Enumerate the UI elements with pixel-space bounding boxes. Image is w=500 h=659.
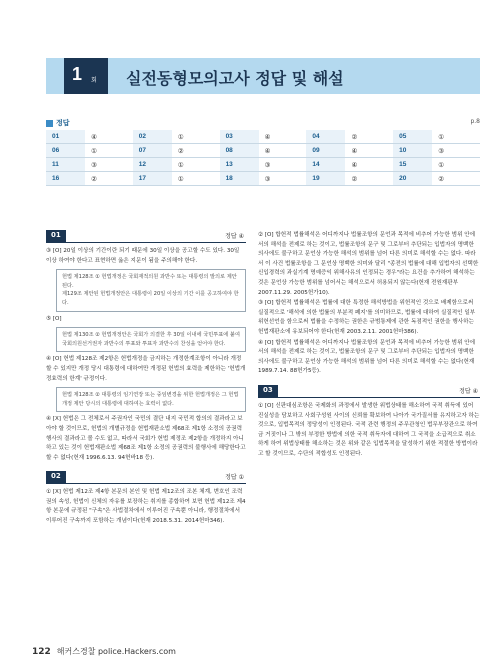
page-header (46, 58, 480, 94)
answer-question-number: 15 (393, 158, 432, 172)
explanation-text: ② [O] 합헌적 법률해석은 어디까지나 법률조항의 문언과 목적에 비추어 가능한 범위 안에서의 해석을 전제로 하는 것이고, 법률조항의 문구 및 그로부터 추단되는 입법자의 명백한 의사에도 불구하고 문언상 가능한 해석의 범위를 넘어 다른 의미로 해석할 수는 없다. 따라서 이 사건 법률조항을 그 문언상 명백한 의미와 달리 "종전의 법률에 대해 입법자의 선택한 신입경력의 과실기계 명예증익 위해사유의 인정되는 경우"라는 요건을 추가하여 해석하는 것은 문언상 가능한 범위를 넘어서는 해석으로서 허용되지 않는다(헌재 전원재판부 2007.11.29. 2005헌가10). (258, 232, 479, 296)
answer-choice: ① (432, 158, 480, 172)
question-answer: 정답 ① (225, 474, 244, 482)
round-number-box (64, 58, 108, 94)
right-column (258, 230, 480, 460)
statute-line: 헌법 제128조 ① 헌법개정은 국회재적의원 과반수 또는 대통령의 발의로 제안된다. (62, 274, 237, 289)
answer-choice: ③ (259, 172, 307, 186)
footer-site: 해커스경찰 police.Hackers.com (56, 647, 176, 656)
explanation-text: ③ [O] 20일 이상의 기간이란 되기 때문에 30일 이상을 공고할 수도 있다. 30일 이상 하여야 한다고 표현하면 옳은 지문이 됨을 주의해야 한다. (46, 248, 240, 264)
statute-box (56, 387, 246, 412)
statute-box (56, 327, 246, 352)
answer-choice: ② (345, 130, 393, 144)
round-number: 1 (72, 64, 83, 84)
answer-question-number: 09 (306, 144, 345, 158)
answer-question-number: 18 (220, 172, 259, 186)
answer-choice: ④ (345, 158, 393, 172)
answer-choice: ① (172, 172, 220, 186)
answer-question-number: 11 (46, 158, 85, 172)
question-header-02 (46, 471, 246, 484)
statute-line: 헌법 제128조 ② 대통령의 임기연장 또는 중임변경을 위한 헌법개정은 그 헌법개정 제안 당시의 대통령에 대하여는 효력이 없다. (62, 392, 239, 407)
explanation-text: ④ [O] 합헌적 법률해석은 어디까지나 법률조항의 문언과 목적에 비추어 가능한 범위 안에서의 해석을 전제로 하는 것이고, 법률조항의 문구 및 그로부터 추단되는 입법자의 명백한 의사에도 불구하고 문언상 가능한 해석의 범위를 넘어 다른 의미로 해석할 수는 없다(헌재 1989.7.14. 88헌가5등). (258, 339, 476, 375)
statute-box (56, 269, 246, 311)
answer-question-number: 02 (133, 130, 172, 144)
answer-choice: ③ (432, 144, 480, 158)
answer-choice: ② (172, 144, 220, 158)
answer-question-number: 20 (393, 172, 432, 186)
round-suffix: 회 (91, 77, 97, 84)
page-title: 실전동형모의고사 정답 및 해설 (126, 69, 344, 88)
answer-choice: ④ (259, 144, 307, 158)
answer-choice: ③ (259, 158, 307, 172)
answer-question-number: 16 (46, 172, 85, 186)
answer-row (46, 158, 480, 172)
answer-row (46, 144, 480, 158)
explanation-text: ① [O] 신판대심조항은 국제화의 과정에서 발생한 위법상태를 해소하여 국적 취득에 있어 진실성을 담보하고 사회구성원 사이의 신뢰를 확보하여 나아가 국가질서를 유지하고자 하는 것으로, 입법목적의 정당성이 인정된다. 국적 관련 행정의 주무관청인 법무부장관으로 하여금 거짓이나 그 밖의 부정한 방법에 의한 국적 취득자에 대하여 그 국적을 소급적으로 취소하게 하여 위법상태를 해소하는 것은 위와 같은 입법목적을 달성하기 위한 적절한 방법이라고 할 것이므로, 수단의 적합성도 인정된다. (258, 402, 480, 457)
answer-choice: ① (432, 130, 480, 144)
answer-question-number: 07 (133, 144, 172, 158)
answer-question-number: 05 (393, 130, 432, 144)
answer-question-number: 13 (220, 158, 259, 172)
question-answer: 정답 ④ (459, 387, 478, 395)
answer-choice: ① (85, 144, 133, 158)
question-header-03 (258, 385, 480, 398)
answer-table (46, 130, 480, 186)
check-icon (46, 120, 53, 127)
answer-label-text: 정답 (56, 119, 70, 127)
answer-choice: ① (172, 130, 220, 144)
answer-choice: ④ (345, 144, 393, 158)
answer-choice: ② (85, 172, 133, 186)
question-header-01 (46, 230, 246, 243)
answer-row (46, 172, 480, 186)
page-footer (32, 646, 176, 657)
left-column (46, 230, 246, 528)
question-answer: 정답 ④ (225, 233, 244, 240)
explanation-text: ⑤ [O] (46, 315, 62, 322)
question-number: 02 (46, 471, 66, 483)
answer-question-number: 04 (306, 130, 345, 144)
answer-choice: ② (345, 172, 393, 186)
explanation-text: ④ [X] 헌법은 그 전체로서 주권자인 국민의 결단 내지 국민적 합의의 결과라고 보아야 할 것이므로, 헌법의 개별규정을 헌법재판소법 제68조 제1항 소정의 공권력 행사의 결과라고 볼 수도 없고, 따라서 국회가 헌법 제정조 제2항을 개정하지 아니하고 있는 것이 헌법재판소법 제68조 제1항 소정의 공권력의 불행사에 해당한다고 할 수 없다(헌재 1996.6.13. 94헌바18 등). (46, 416, 246, 461)
answer-question-number: 06 (46, 144, 85, 158)
question-number: 03 (258, 385, 278, 397)
answer-choice: ② (432, 172, 480, 186)
answer-question-number: 19 (306, 172, 345, 186)
answer-question-number: 01 (46, 130, 85, 144)
answer-row (46, 130, 480, 144)
explanation-text: ③ [O] 합헌적 법률해석은 법률에 대한 특정한 해석방법을 위헌적인 것으로 배제함으로써 실질적으로 '해석에 의한 법률의 부분적 폐지'를 의미하므로, 법률에 대하여 실질적인 일부위헌선언을 함으로써 법률을 수정하는 권한은 규범통제에 관한 독점적인 권한을 행사하는 헌법재판소에 유보되어야 한다(헌재 2003.2.11. 2001헌마386). (258, 300, 476, 335)
statute-line: 제129조 제안된 헌법개정안은 대통령이 20일 이상의 기간 이를 공고하여야 한다. (62, 291, 239, 306)
question-number: 01 (46, 230, 66, 242)
answer-question-number: 10 (393, 144, 432, 158)
answer-question-number: 08 (220, 144, 259, 158)
page-ref: p.8 (470, 118, 480, 125)
explanation-text: ① [X] 헌법 제12조 제4항 본문의 본인 및 헌법 제12조의 조본 체계, 변호인 조력권의 속성, 헌법이 신체의 자유를 보장하는 취지를 종합하여 보면 헌법 제12조 제4항 본문에 규정된 "구속"은 사법절차에서 이루어진 구속뿐 아니라, 행정절차에서 이루어진 구속까지 포함하는 개념이다(헌재 2018.5.31. 2014헌마346). (46, 489, 246, 525)
answer-question-number: 14 (306, 158, 345, 172)
statute-line: 헌법 제130조 ② 헌법개정안은 국회가 의결한 후 30일 이내에 국민투표에 붙여 국회의원선거권자 과반수의 투표와 투표자 과반수의 찬성을 얻어야 한다. (62, 332, 240, 347)
answer-choice: ④ (259, 130, 307, 144)
explanation-text: ④ [O] 헌법 제128조 제2항은 헌법개정을 금지하는 개정한계조항이 아니라 개정할 수 있지만 개정 당시 대통령에 대하여만 개정된 헌법의 효력을 제한하는 '헌법개정효력의 한계' 규정이다. (46, 356, 246, 382)
answer-choice: ④ (85, 130, 133, 144)
answer-choice: ① (172, 158, 220, 172)
answer-question-number: 03 (220, 130, 259, 144)
answer-question-number: 17 (133, 172, 172, 186)
answer-section-label (46, 118, 70, 128)
answer-question-number: 12 (133, 158, 172, 172)
page-number: 122 (32, 647, 51, 657)
answer-choice: ③ (85, 158, 133, 172)
